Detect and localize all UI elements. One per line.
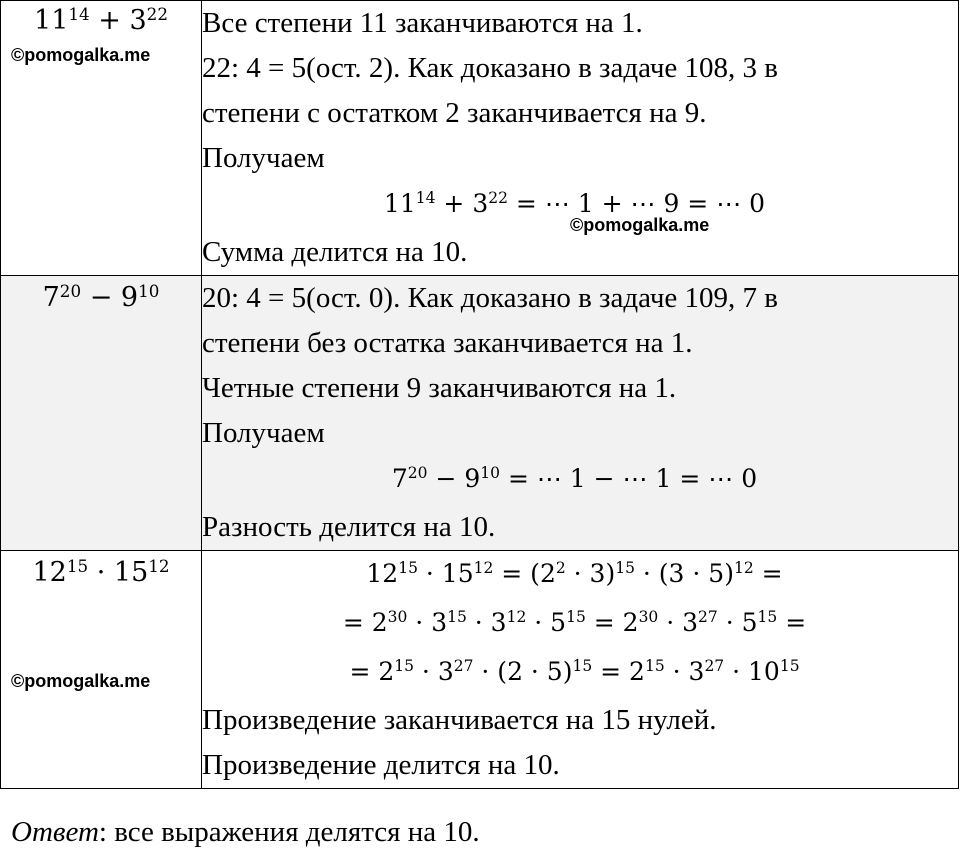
text-line: степени без остатка заканчивается на 1. — [202, 327, 693, 359]
formula-line-3: = $2^{15} \cdot 3^{27} \cdot (2 \cdot 5)^{15} = 2^{15} \cdot 3^{27} \cdot 10^{15}$ — [349, 657, 800, 686]
conclusion: Разность делится на 10. — [202, 511, 496, 543]
text-line: 20: 4 = 5(ост. 0). Как доказано в задаче 109, 7 в — [202, 282, 778, 314]
explanation-cell — [202, 1, 959, 276]
expression-cell — [1, 551, 202, 789]
text-line: Получаем — [202, 142, 325, 174]
text-line: 22: 4 = 5(ост. 2). Как доказано в задаче 108, 3 в — [202, 52, 778, 84]
text-line: Произведение делится на 10. — [202, 749, 560, 781]
formula-line-1: $12^{15} \cdot 15^{12} = (2^2 \cdot 3)^{15} \cdot (3 \cdot 5)^{12}$ = — [366, 559, 783, 588]
formula: $11^{14} + 3^{22}$ = ⋯ 1 + ⋯ 9 = ⋯ 0 — [383, 189, 766, 218]
text-line: Все степени 11 заканчиваются на 1. — [202, 7, 643, 39]
table-row — [1, 1, 959, 276]
expression-cell — [1, 1, 202, 276]
text-line: степени с остатком 2 заканчивается на 9. — [202, 97, 707, 129]
conclusion: Сумма делится на 10. — [202, 236, 468, 268]
text-line: Произведение заканчивается на 15 нулей. — [202, 704, 717, 736]
formula: $7^{20} - 9^{10}$ = ⋯ 1 − ⋯ 1 = ⋯ 0 — [391, 464, 758, 493]
text-line: Получаем — [202, 417, 325, 449]
text-line: Четные степени 9 заканчиваются на 1. — [202, 372, 677, 404]
explanation-cell — [202, 276, 959, 551]
watermark: ©pomogalka.me — [11, 45, 151, 65]
expression: $11^{14} + 3^{22}$ — [34, 3, 168, 36]
table-row — [1, 276, 959, 551]
formula-line-2: = $2^{30} \cdot 3^{15} \cdot 3^{12} \cdot 5^{15} = 2^{30} \cdot 3^{27} \cdot 5^{15}$ = — [342, 608, 807, 637]
answer-label: Ответ — [11, 816, 99, 848]
expression: $12^{15} \cdot 15^{12}$ — [32, 555, 170, 588]
watermark: ©pomogalka.me — [570, 215, 710, 235]
answer-text: : все выражения делятся на 10. — [98, 816, 480, 848]
answer — [11, 812, 480, 852]
expression: $7^{20} - 9^{10}$ — [42, 280, 160, 313]
watermark: ©pomogalka.me — [11, 671, 151, 691]
explanation-cell — [202, 551, 959, 789]
table-row — [1, 551, 959, 789]
expression-cell — [1, 276, 202, 551]
